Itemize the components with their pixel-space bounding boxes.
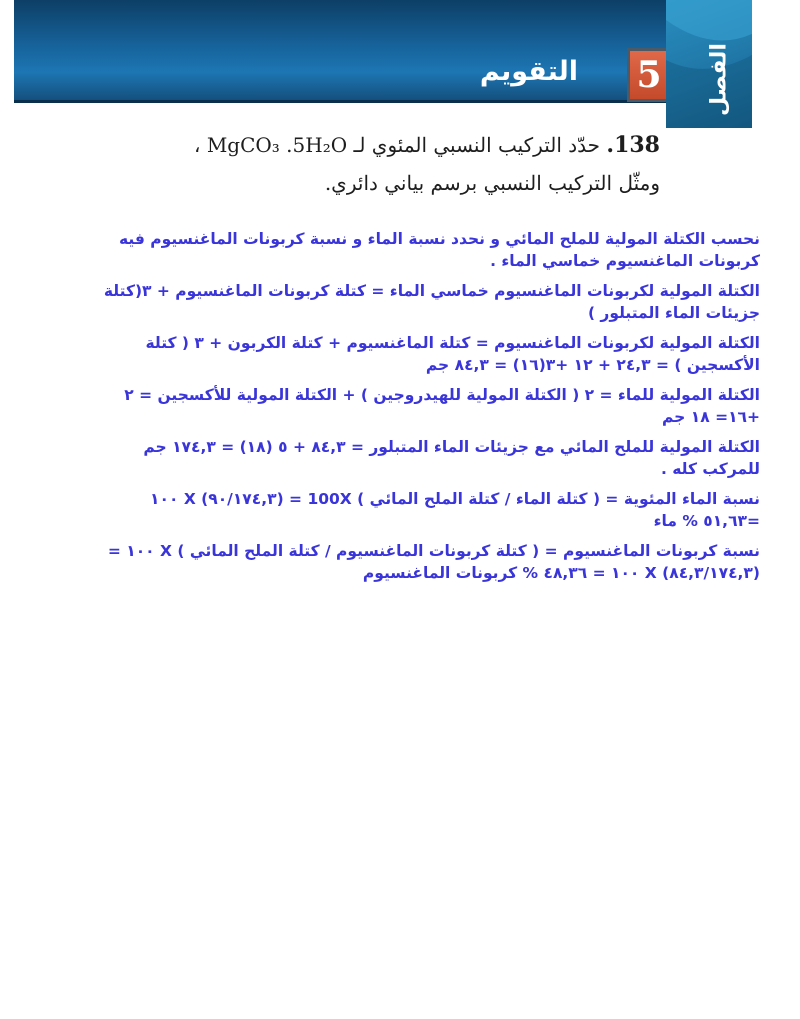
- answer-paragraph: الكتلة المولية للملح المائي مع جزيئات الماء المتبلور = ٨٤,٣ + ٥ (١٨) = ١٧٤,٣ جم للمركب كله .: [143, 438, 760, 478]
- question-line-2: ومثّل التركيب النسبي برسم بياني دائري.: [324, 171, 660, 195]
- header-banner: [14, 0, 666, 103]
- answer-paragraph: نسبة كربونات الماغنسيوم = ( كتلة كربونات الماغنسيوم / كتلة الملح المائي ) X ١٠٠ = (٨٤,٣/١٧٤,٣) X ١٠٠ = ٤٨,٣٦ % كربونات الماغنسيوم: [107, 542, 760, 582]
- answer-block: [90, 228, 760, 592]
- section-title: التقويم: [479, 56, 578, 87]
- answer-paragraph: الكتلة المولية للماء = ٢ ( الكتلة المولية للهيدروجين ) + الكتلة المولية للأكسجين = ٢ +١٦= ١٨ جم: [124, 386, 760, 426]
- question-line-1: [120, 126, 660, 164]
- question-number: 138.: [606, 132, 660, 158]
- question-text: حدّد التركيب النسبي المئوي لـ: [353, 133, 601, 157]
- chapter-number-badge: 5: [627, 48, 671, 102]
- chemical-formula: MgCO₃ .5H₂O: [206, 133, 348, 157]
- answer-paragraph: الكتلة المولية لكربونات الماغنسيوم خماسي الماء = كتلة كربونات الماغنسيوم + ٣(كتلة جزيئات الماء المتبلور ): [103, 282, 760, 322]
- question-block: [120, 126, 660, 202]
- chapter-tab-label: الفصل: [706, 43, 732, 117]
- answer-paragraph: نسبة الماء المئوية = ( كتلة الماء / كتلة الملح المائي ) 100X = (٩٠/١٧٤,٣) X ١٠٠ =٥١,٦٣ % ماء: [150, 490, 760, 530]
- answer-paragraph: نحسب الكتلة المولية للملح المائي و نحدد نسبة الماء و نسبة كربونات الماغنسيوم فيه كربونات الماغنسيوم خماسي الماء .: [119, 230, 760, 270]
- answer-paragraph: الكتلة المولية لكربونات الماغنسيوم = كتلة الماغنسيوم + كتلة الكربون + ٣ ( كتلة الأكسجين ) = ٢٤,٣ + ١٢ +٣(١٦) = ٨٤,٣ جم: [145, 334, 760, 374]
- question-comma: ،: [194, 133, 201, 157]
- chapter-tab: [666, 0, 752, 128]
